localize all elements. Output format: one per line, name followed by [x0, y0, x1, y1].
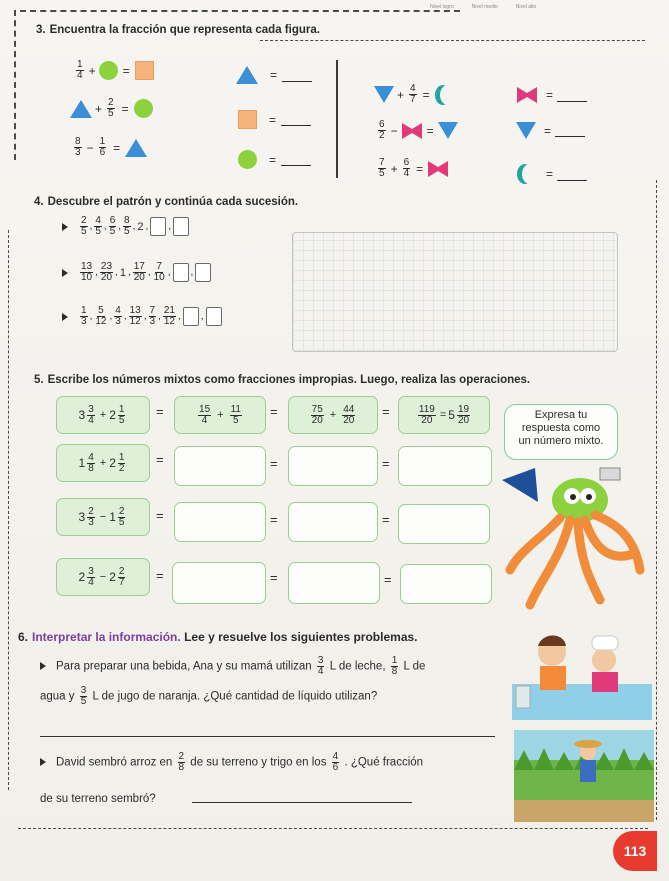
bowtie-shape [401, 122, 423, 140]
answer-blank[interactable] [557, 168, 587, 181]
moon-shape [522, 164, 538, 184]
section4-title [34, 196, 298, 208]
answer-box[interactable] [288, 446, 378, 486]
answer-blank[interactable] [281, 153, 311, 166]
equals-sign: = [270, 570, 278, 585]
plus-sign: + [390, 161, 398, 176]
eq-col4-row1 [516, 86, 587, 104]
cooking-illustration [512, 624, 652, 720]
header-tag: Nivel alto [515, 4, 537, 10]
sequence-3: $\frac{1}{3}$ , $\frac{5}{12}$ , $\frac{4}{3}$ , $\frac{13}{12}$ , $\frac{7}{3}$ , $\frac{21}{12}$ , , [62, 306, 224, 327]
seq-term: $\frac{7}{3}$ [149, 305, 156, 327]
problem-1-cont: agua y $\frac{3}{5}$ L de jugo de naranja. ¿Qué cantidad de líquido utilizan? [40, 685, 378, 707]
section4-number: 4. [34, 196, 44, 208]
answer-blank[interactable] [557, 89, 587, 102]
section4-title-text: Descubre el patrón y continúa cada sucesión. [47, 196, 299, 208]
eq-col2-row1 [236, 66, 312, 84]
seq-term: $\frac{7}{10}$ [153, 261, 165, 283]
square-shape [238, 110, 257, 129]
eq-col4-row2 [516, 122, 585, 139]
header-tags [430, 4, 630, 14]
sequence-2: $\frac{13}{10}$ , $\frac{23}{20}$ , 1 , $\frac{17}{20}$ , $\frac{7}{10}$ , , [62, 262, 213, 283]
mixed-expression-2: 1 $\frac{4}{8}$ + 2 $\frac{1}{2}$ [56, 444, 150, 482]
left-margin-line [8, 230, 9, 790]
triangle-shape [70, 100, 92, 118]
equals-sign: = [382, 456, 390, 471]
answer-blank[interactable] [281, 113, 311, 126]
fraction: $\frac{1}{6}$ [99, 136, 106, 158]
answer-blank[interactable] [282, 69, 312, 82]
problem-2: David sembró arroz en $\frac{2}{8}$ de su terreno y trigo en los $\frac{4}{6}$ . ¿Qué fracción [40, 752, 520, 773]
equals-sign: = [546, 88, 554, 102]
bullet-icon [62, 223, 68, 231]
seq-term: $\frac{23}{20}$ [100, 261, 113, 283]
fraction: $\frac{4}{6}$ [332, 751, 339, 773]
fraction: $\frac{3}{5}$ [80, 685, 87, 707]
eq-col3-row2 [376, 120, 458, 141]
section3-number: 3. [36, 24, 46, 36]
section3-title [36, 24, 320, 36]
answer-box[interactable] [288, 502, 378, 542]
triangle-down-shape [374, 86, 394, 103]
section6-number: 6. [18, 630, 29, 644]
minus-sign: − [390, 123, 398, 138]
answer-blank[interactable] [555, 124, 585, 137]
seq-term: $\frac{13}{10}$ [81, 261, 93, 283]
bullet-icon [40, 758, 46, 766]
column-divider [336, 60, 338, 178]
farm-illustration [514, 730, 654, 822]
improper-expression-1: $\frac{15}{4}$ + $\frac{11}{5}$ [174, 396, 266, 434]
equals-sign: = [384, 572, 392, 587]
section3-dashed-line [260, 40, 645, 41]
result-1: $\frac{119}{20}$ = 5 $\frac{19}{20}$ [398, 396, 490, 434]
header-tag: Nivel logro [430, 4, 454, 10]
seq-term: $\frac{6}{5}$ [109, 215, 116, 237]
eq-col1-row2 [70, 98, 153, 119]
circle-shape [238, 150, 257, 169]
problem-1: Para preparar una bebida, Ana y su mamá utilizan $\frac{3}{4}$ L de leche, $\frac{1}{8}$ L de [40, 656, 510, 677]
answer-box[interactable] [398, 446, 492, 486]
eq-col2-row2 [238, 110, 311, 129]
seq-term: $\frac{21}{12}$ [163, 305, 175, 327]
equals-sign: = [270, 512, 278, 527]
equals-sign: = [269, 112, 277, 127]
section6-title-rest: Lee y resuelve los siguientes problemas. [184, 630, 418, 644]
section6-title-highlight: Interpretar la información. [32, 630, 181, 644]
answer-line[interactable] [40, 736, 495, 737]
seq-term: $\frac{2}{5}$ [81, 215, 87, 237]
work-area-grid[interactable] [292, 232, 618, 352]
equals-sign: = [156, 568, 164, 583]
left-dashed-line [14, 10, 16, 160]
eq-col4-row3 [516, 164, 587, 184]
fraction: $\frac{1}{8}$ [391, 655, 398, 677]
minus-sign: − [86, 140, 94, 155]
equals-sign: = [382, 404, 390, 419]
section6-title [18, 630, 418, 644]
top-dashed-line [20, 10, 460, 12]
fraction: $\frac{8}{3}$ [75, 136, 81, 158]
eq-col1-row1 [74, 60, 154, 81]
section5-title [34, 374, 530, 386]
plus-sign: + [95, 101, 103, 116]
triangle-down-shape [438, 122, 458, 139]
triangle-down-shape [516, 122, 536, 139]
seq-term: 1 [119, 266, 126, 279]
equals-sign: = [382, 512, 390, 527]
equals-sign: = [122, 63, 130, 78]
bullet-icon [40, 662, 46, 670]
hint-bubble [504, 404, 618, 460]
hint-line: Expresa tu [534, 409, 588, 421]
bowtie-shape [427, 160, 449, 178]
seq-answer-box[interactable] [183, 307, 199, 326]
seq-term: $\frac{4}{5}$ [95, 215, 101, 237]
bowtie-shape [516, 86, 538, 104]
mixed-expression-4: 2 $\frac{3}{4}$ − 2 $\frac{2}{7}$ [56, 558, 150, 596]
seq-term: $\frac{13}{12}$ [129, 305, 141, 327]
page-number: 113 [613, 831, 657, 871]
triangle-shape [125, 139, 147, 157]
equals-sign: = [270, 68, 278, 82]
circle-shape [99, 61, 118, 80]
plus-sign: + [88, 63, 96, 78]
section5-number: 5. [34, 374, 44, 386]
eq-col1-row3 [72, 137, 147, 158]
fraction: $\frac{1}{4}$ [77, 59, 83, 81]
answer-box[interactable] [398, 504, 490, 544]
fraction: $\frac{4}{7}$ [410, 83, 416, 105]
fraction: $\frac{6}{4}$ [403, 157, 410, 179]
answer-line[interactable] [192, 802, 412, 803]
equals-sign: = [269, 152, 277, 167]
seq-term: $\frac{5}{12}$ [95, 305, 107, 327]
bullet-icon [62, 269, 68, 277]
seq-answer-box[interactable] [173, 217, 189, 236]
seq-answer-box[interactable] [206, 307, 222, 326]
problem-2-cont: de su terreno sembró? [40, 793, 156, 805]
moon-shape [440, 85, 456, 105]
section3-title-text: Encuentra la fracción que representa cada figura. [49, 24, 320, 36]
equals-sign: = [156, 508, 164, 523]
fraction: $\frac{2}{8}$ [178, 751, 185, 773]
answer-box[interactable] [172, 562, 266, 604]
answer-box[interactable] [174, 502, 266, 542]
sequence-1: $\frac{2}{5}$ , $\frac{4}{5}$ , $\frac{6}{5}$ , $\frac{8}{5}$ , 2 , , [62, 216, 191, 237]
eq-col3-row3 [376, 158, 449, 179]
header-tag: Nivel medio [471, 4, 498, 10]
bottom-dashed-line [18, 828, 648, 829]
answer-box[interactable] [174, 446, 266, 486]
seq-answer-box[interactable] [195, 263, 211, 282]
square-shape [135, 61, 154, 80]
seq-term: $\frac{4}{3}$ [115, 305, 121, 327]
hint-line: respuesta como [521, 422, 601, 434]
answer-box[interactable] [400, 564, 492, 604]
equals-sign: = [544, 123, 552, 138]
fraction: $\frac{3}{4}$ [317, 655, 324, 677]
answer-box[interactable] [288, 562, 380, 604]
equals-sign: = [156, 452, 164, 467]
circle-shape [134, 99, 153, 118]
equals-sign: = [422, 87, 430, 102]
mixed-expression-1: 3 $\frac{3}{4}$ + 2 $\frac{1}{5}$ [56, 396, 150, 434]
seq-term: $\frac{8}{5}$ [124, 215, 130, 237]
seq-term: $\frac{17}{20}$ [133, 261, 145, 283]
eq-col2-row3 [238, 150, 311, 169]
fraction: $\frac{6}{2}$ [379, 119, 385, 141]
eq-col3-row1 [374, 84, 456, 105]
seq-term: $\frac{1}{3}$ [81, 305, 87, 327]
seq-term: 2 [137, 220, 144, 233]
fraction: $\frac{7}{5}$ [379, 157, 385, 179]
seq-answer-box[interactable] [173, 263, 189, 282]
plus-sign: + [397, 87, 405, 102]
equals-sign: = [156, 404, 164, 419]
octopus-illustration [500, 460, 650, 610]
equals-sign: = [121, 101, 129, 116]
equals-sign: = [270, 404, 278, 419]
triangle-shape [236, 66, 258, 84]
common-denominator-1: $\frac{75}{20}$ + $\frac{44}{20}$ [288, 396, 378, 434]
section5-title-text: Escribe los números mixtos como fracciones impropias. Luego, realiza las operaciones. [47, 374, 531, 386]
hint-line: un número mixto. [518, 435, 604, 447]
fraction: $\frac{2}{5}$ [108, 97, 114, 119]
bullet-icon [62, 313, 68, 321]
seq-answer-box[interactable] [150, 217, 166, 236]
equals-sign: = [546, 167, 554, 181]
mixed-expression-3: 3 $\frac{2}{3}$ − 1 $\frac{2}{5}$ [56, 498, 150, 536]
equals-sign: = [270, 456, 278, 471]
right-margin-line [656, 180, 657, 820]
equals-sign: = [113, 140, 121, 155]
equals-sign: = [426, 123, 434, 138]
equals-sign: = [416, 161, 424, 176]
